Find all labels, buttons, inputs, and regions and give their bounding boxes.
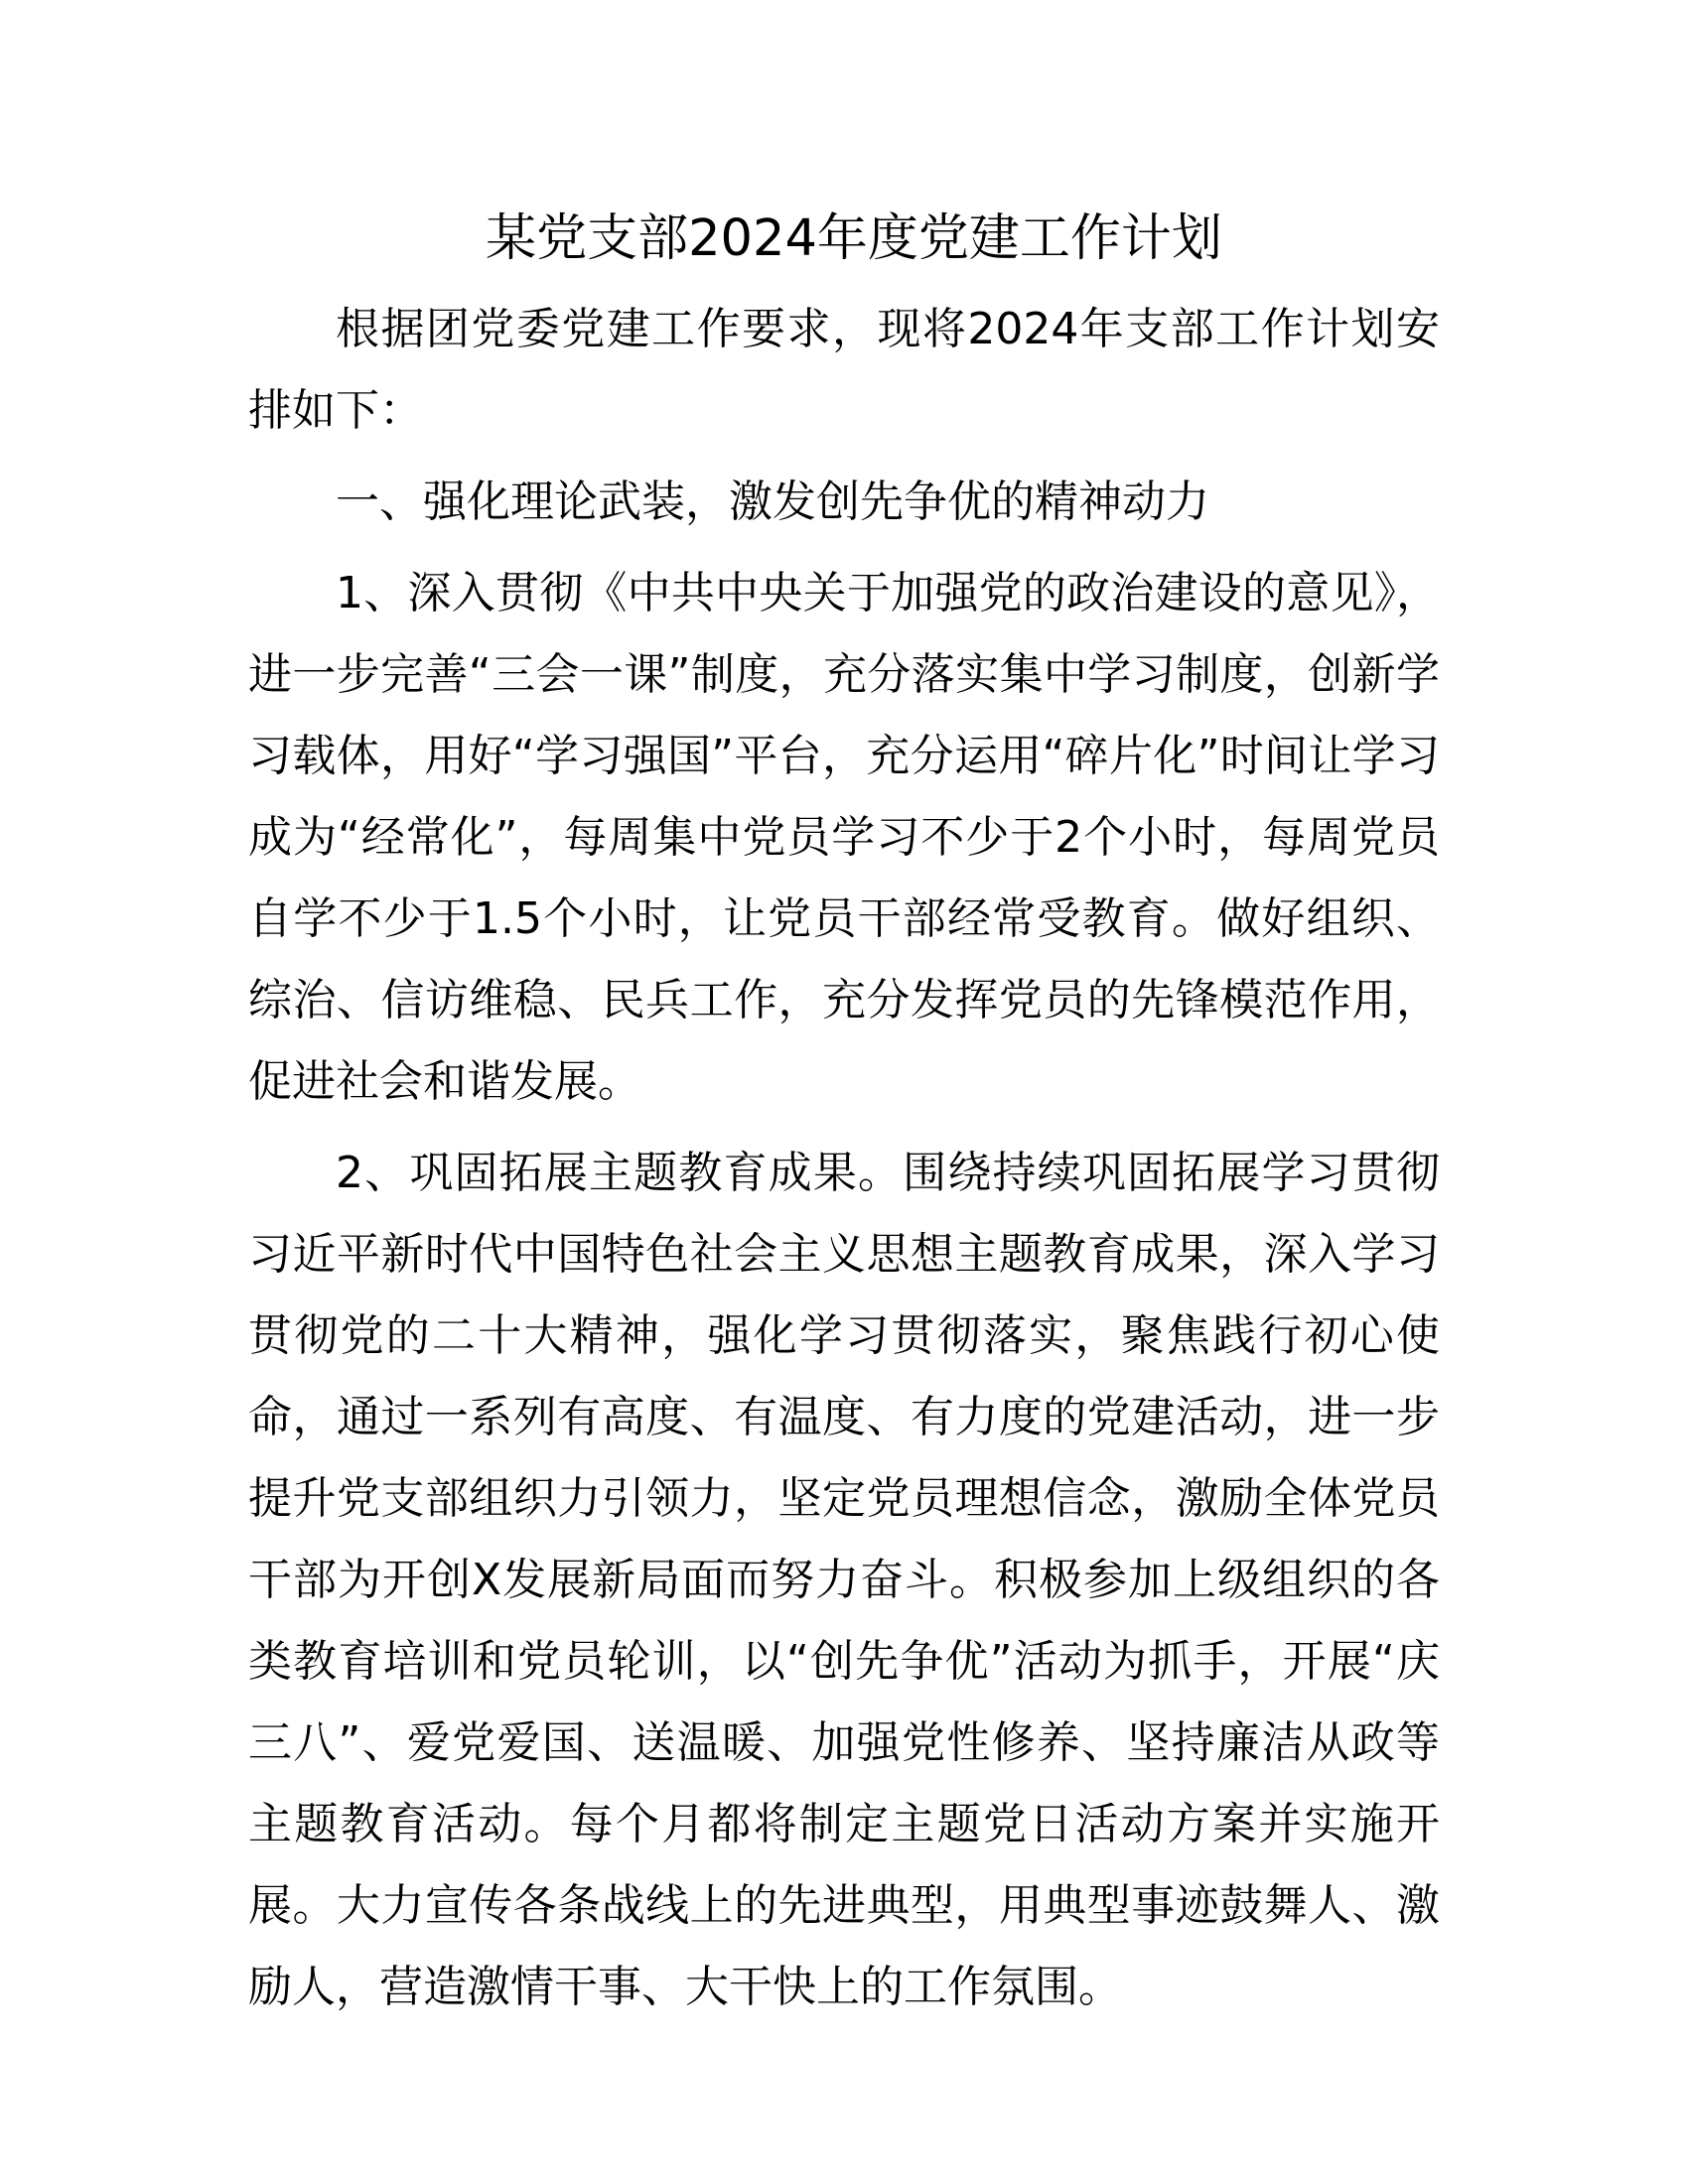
document-page [248, 204, 1440, 2028]
item-paragraph-1: 1、深入贯彻《中共中央关于加强党的政治建设的意见》，进一步完善“三会一课”制度，充分落实集中学习制度，创新学习载体，用好“学习强国”平台，充分运用“碎片化”时间让学习成为“经常化”，每周集中党员学习不少于2个小时，每周党员自学不少于1.5个小时，让党员干部经常受教育。做好组织、综治、信访维稳、民兵工作，充分发挥党员的先锋模范作用，促进社会和谐发展。 [248, 568, 1440, 1107]
document-title: 某党支部2024年度党建工作计划 [486, 209, 1222, 268]
item-paragraph-2: 2、巩固拓展主题教育成果。围绕持续巩固拓展学习贯彻习近平新时代中国特色社会主义思想主题教育成果，深入学习贯彻党的二十大精神，强化学习贯彻落实，聚焦践行初心使命，通过一系列有高度、有温度、有力度的党建活动，进一步提升党支部组织力引领力，坚定党员理想信念，激励全体党员干部为开创X发展新局面而努力奋斗。积极参加上级组织的各类教育培训和党员轮训，以“创先争优”活动为抓手，开展“庆三八”、爱党爱国、送温暖、加强党性修养、坚持廉洁从政等主题教育活动。每个月都将制定主题党日活动方案并实施开展。大力宣传各条战线上的先进典型，用典型事迹鼓舞人、激励人，营造激情干事、大干快上的工作氛围。 [248, 1148, 1440, 2012]
section-heading-1: 一、强化理论武装，激发创先争优的精神动力 [336, 477, 1209, 527]
intro-paragraph: 根据团党委党建工作要求，现将2024年支部工作计划安排如下： [248, 304, 1440, 436]
